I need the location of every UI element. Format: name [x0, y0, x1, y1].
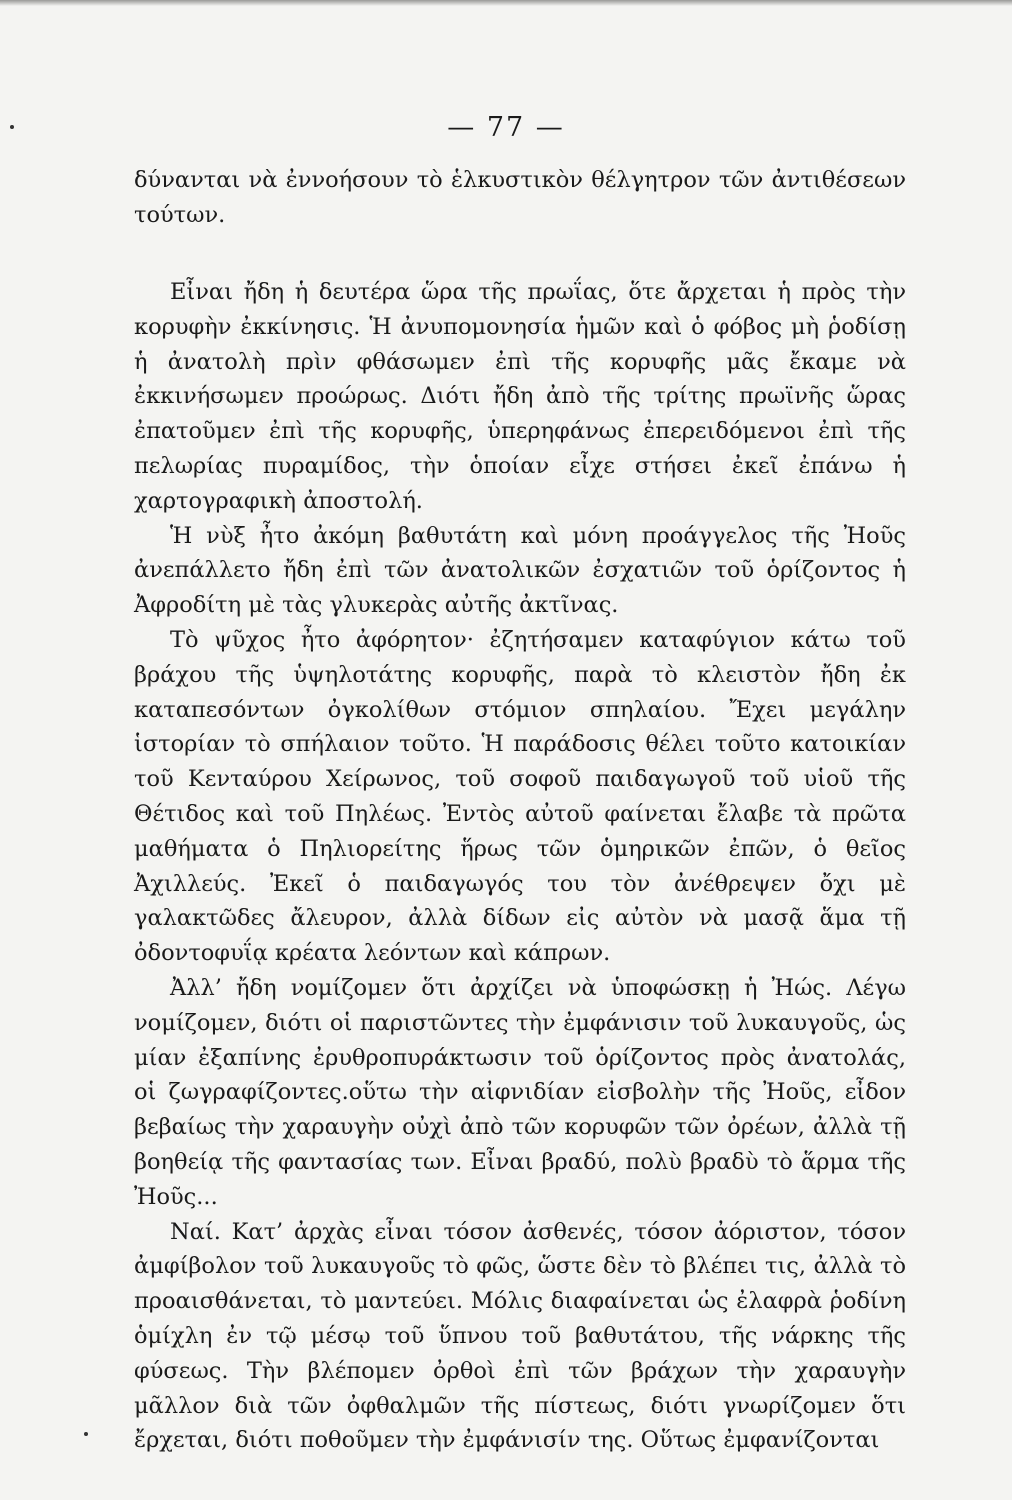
page-number: — 77 —	[447, 112, 565, 143]
paragraph: Ἀλλ’ ἤδη νομίζομεν ὅτι ἀρχίζει νὰ ὑποφώσκῃ ἡ Ἠώς. Λέγω νομίζομεν, διότι οἱ παριστῶντες τὴν ἐμφάνισιν τοῦ λυκαυγοῦς, ὡς μίαν ἐξαπίνης ἐρυθροπυράκτωσιν τοῦ ὁρίζοντος πρὸς ἀνατολάς, οἱ ζωγραφίζοντες.οὕτω τὴν αἰφνιδίαν εἰσβολὴν τῆς Ἠοῦς, εἶδον βεβαίως τὴν χαραυγὴν οὐχὶ ἀπὸ τῶν κορυφῶν τῶν ὀρέων, ἀλλὰ τῇ βοηθείᾳ τῆς φαντασίας των. Εἶναι βραδύ, πολὺ βραδὺ τὸ ἅρμα τῆς Ἠοῦς...	[134, 974, 906, 1210]
paragraph: Ἡ νὺξ ἦτο ἀκόμη βαθυτάτη καὶ μόνη προάγγελος τῆς Ἠοῦς ἀνεπάλλετο ἤδη ἐπὶ τῶν ἀνατολικῶν ἐσχατιῶν τοῦ ὁρίζοντος ἡ Ἀφροδίτη μὲ τὰς γλυκερὰς αὐτῆς ἀκτῖνας.	[134, 522, 906, 619]
text-block-top	[134, 163, 906, 233]
stray-ink-mark	[84, 1432, 88, 1436]
page-top-edge	[0, 0, 1012, 6]
text-block-main	[134, 275, 906, 1458]
paragraph: δύνανται νὰ ἐννοήσουν τὸ ἑλκυστικὸν θέλγητρον τῶν ἀντιθέσεων τούτων.	[134, 167, 906, 228]
paragraph: Ναί. Κατ’ ἀρχὰς εἶναι τόσον ἀσθενές, τόσον ἀόριστον, τόσον ἀμφίβολον τοῦ λυκαυγοῦς τὸ φῶς, ὥστε δὲν τὸ βλέπει τις, ἀλλὰ τὸ προαισθάνεται, τὸ μαντεύει. Μόλις διαφαίνεται ὡς ἐλαφρὰ ῥοδίνη ὁμίχλη ἐν τῷ μέσῳ τοῦ ὕπνου τοῦ βαθυτάτου, τῆς νάρκης τῆς φύσεως. Τὴν βλέπομεν ὀρθοὶ ἐπὶ τῶν βράχων τὴν χαραυγὴν μᾶλλον διὰ τῶν ὀφθαλμῶν τῆς πίστεως, διότι γνωρίζομεν ὅτι ἔρχεται, διότι ποθοῦμεν τὴν ἐμφάνισίν της. Οὕτως ἐμφανίζονται	[134, 1218, 906, 1454]
paragraph: Τὸ ψῦχος ἦτο ἀφόρητον· ἐζητήσαμεν καταφύγιον κάτω τοῦ βράχου τῆς ὑψηλοτάτης κορυφῆς, παρὰ τὸ κλειστὸν ἤδη ἐκ καταπεσόντων ὀγκολίθων στόμιον σπηλαίου. Ἔχει μεγάλην ἱστορίαν τὸ σπήλαιον τοῦτο. Ἡ παράδοσις θέλει τοῦτο κατοικίαν τοῦ Κενταύρου Χείρωνος, τοῦ σοφοῦ παιδαγωγοῦ τοῦ υἱοῦ τῆς Θέτιδος καὶ τοῦ Πηλέως. Ἐντὸς αὐτοῦ φαίνεται ἔλαβε τὰ πρῶτα μαθήματα ὁ Πηλιορείτης ἥρως τῶν ὁμηρικῶν ἐπῶν, ὁ θεῖος Ἀχιλλεύς. Ἐκεῖ ὁ παιδαγωγός του τὸν ἀνέθρεψεν ὄχι μὲ γαλακτῶδες ἄλευρον, ἀλλὰ δίδων εἰς αὐτὸν νὰ μασᾷ ἅμα τῇ ὀδοντοφυΐᾳ κρέατα λεόντων καὶ κάπρων.	[134, 626, 906, 967]
paragraph: Εἶναι ἤδη ἡ δευτέρα ὥρα τῆς πρωΐας, ὅτε ἄρχεται ἡ πρὸς τὴν κορυφὴν ἐκκίνησις. Ἡ ἀνυπομονησία ἡμῶν καὶ ὁ φόβος μὴ ῥοδίσῃ ἡ ἀνατολὴ πρὶν φθάσωμεν ἐπὶ τῆς κορυφῆς μᾶς ἔκαμε νὰ ἐκκινήσωμεν προώρως. Διότι ἤδη ἀπὸ τῆς τρίτης πρωϊνῆς ὥρας ἐπατοῦμεν ἐπὶ τῆς κορυφῆς, ὑπερηφάνως ἐπερειδόμενοι ἐπὶ τῆς πελωρίας πυραμίδος, τὴν ὁποίαν εἶχε στήσει ἐκεῖ ἐπάνω ἡ χαρτογραφικὴ ἀποστολή.	[134, 279, 906, 514]
